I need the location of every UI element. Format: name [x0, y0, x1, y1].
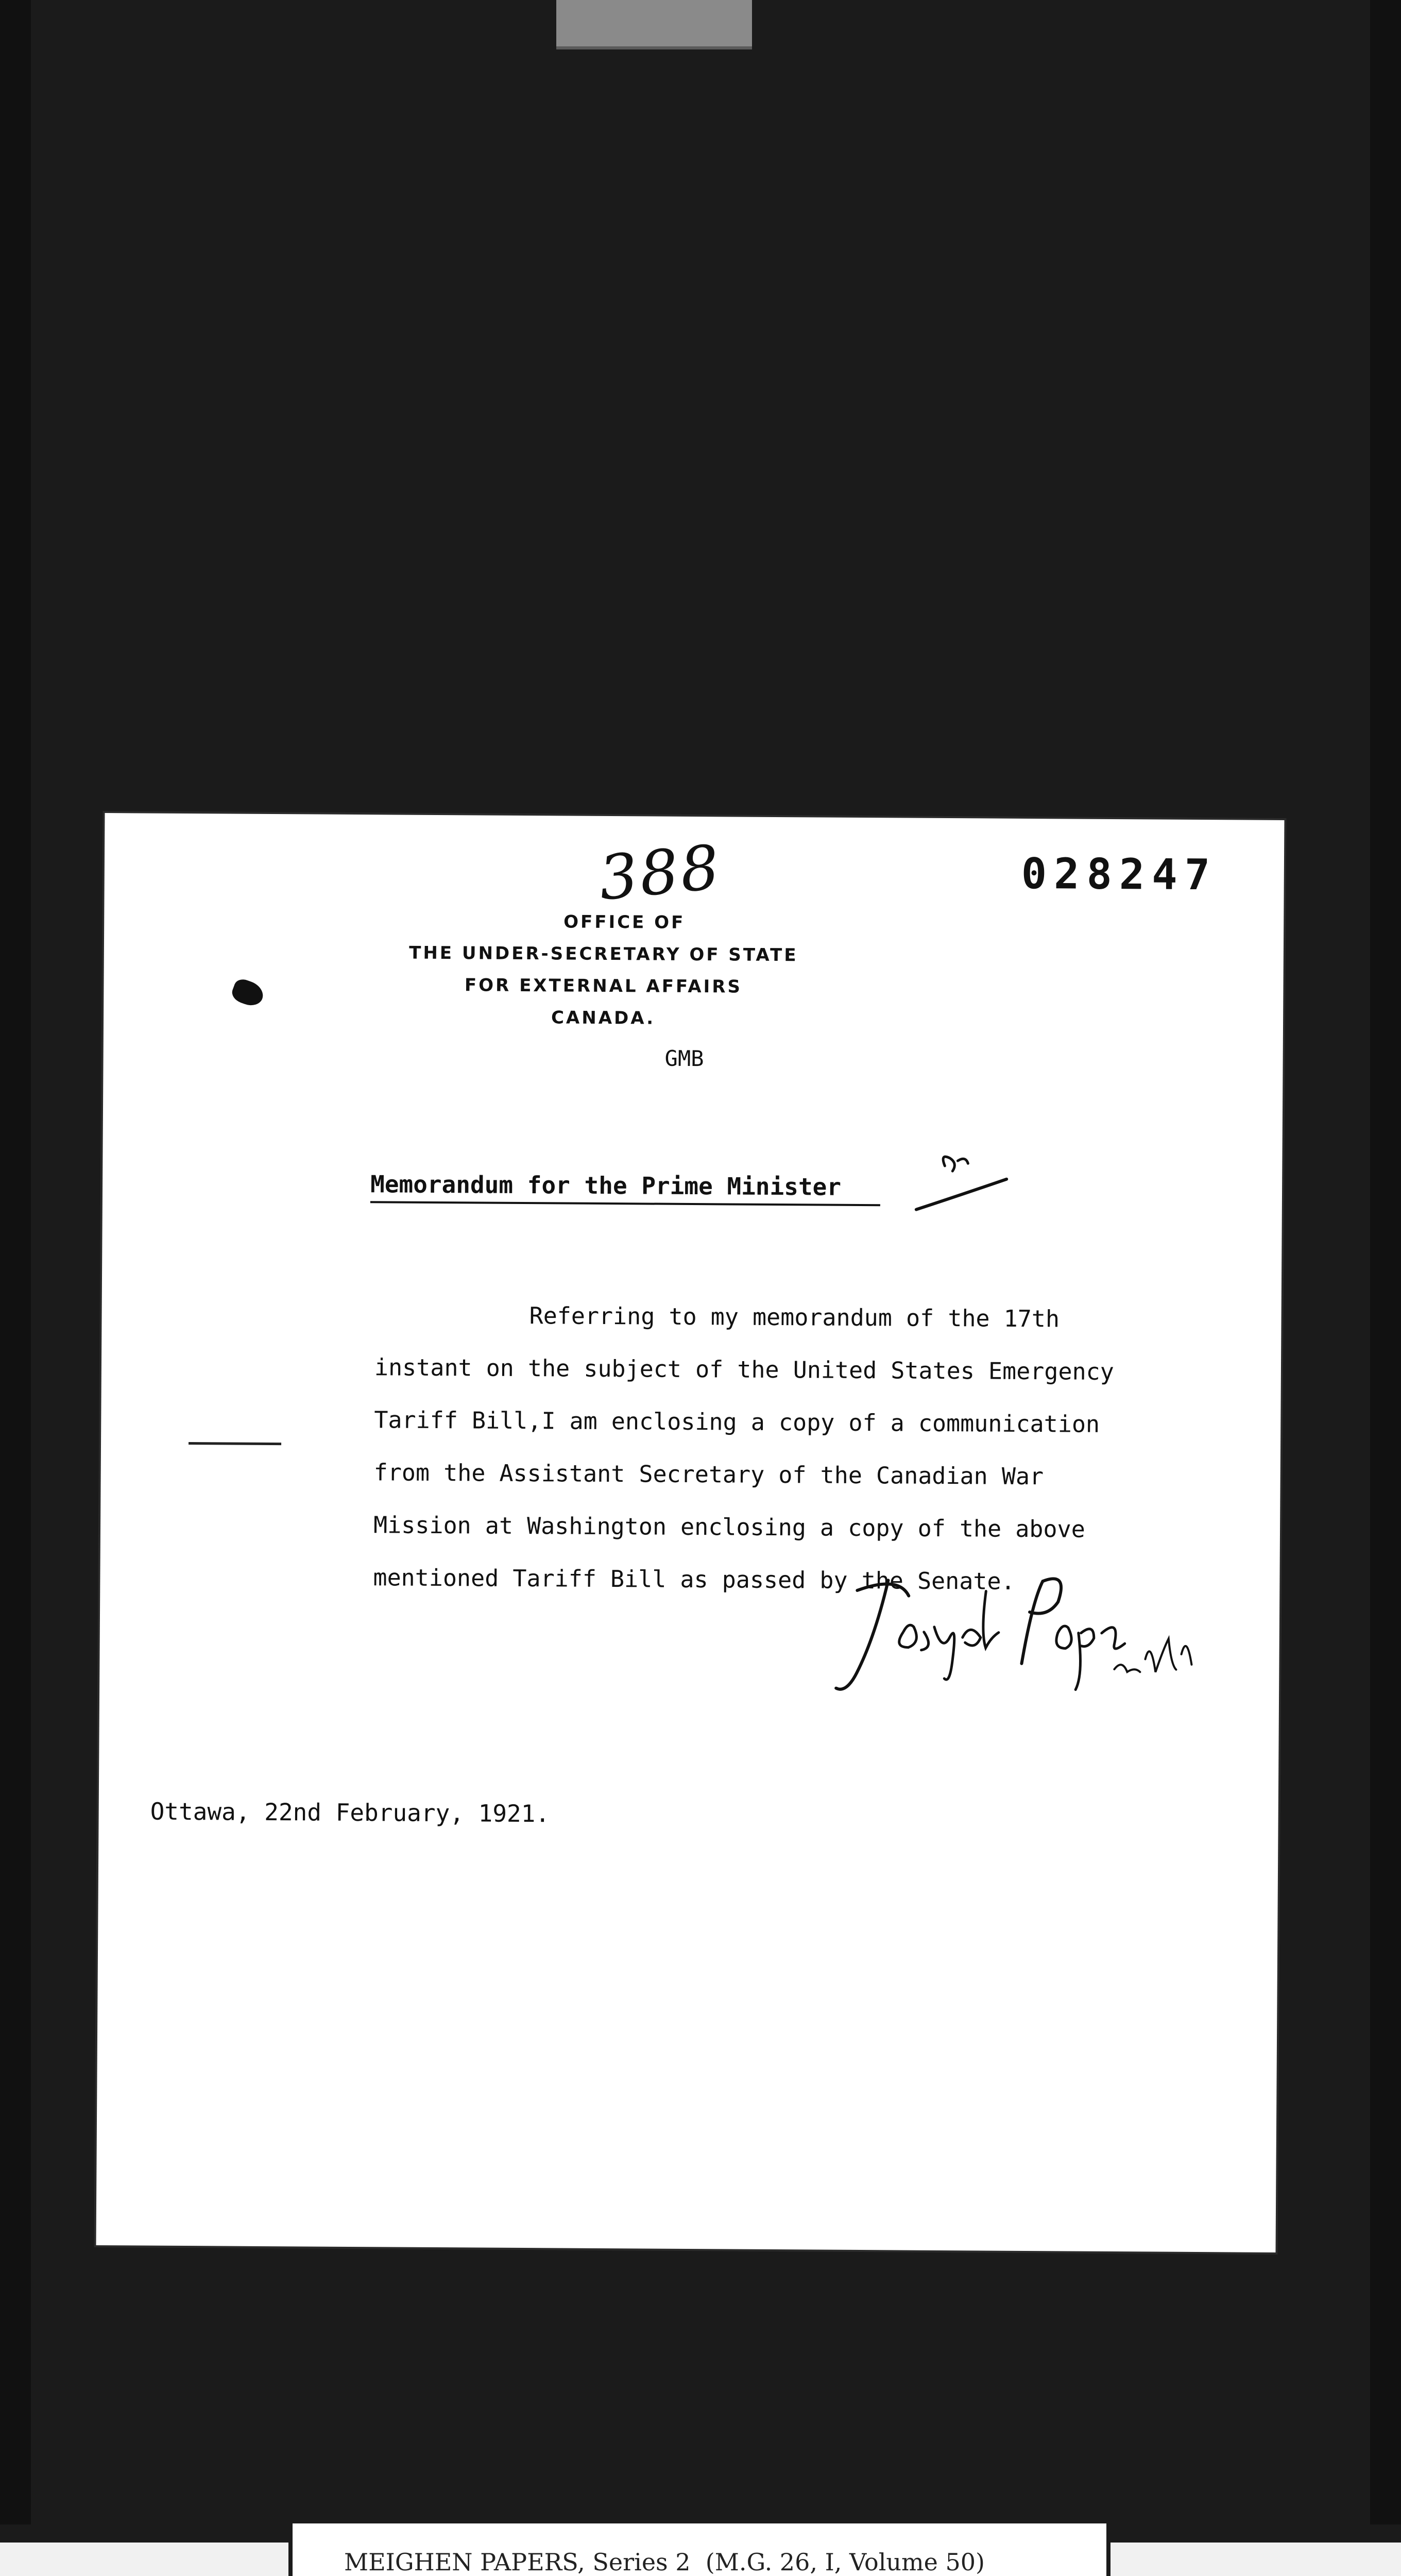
film-edge-right — [1370, 0, 1401, 2524]
memo-title-underline — [370, 1201, 880, 1206]
folio-number: 388 — [595, 831, 725, 914]
handwritten-tick-mark — [909, 1148, 1012, 1221]
archive-reference-strip — [288, 2519, 1110, 2576]
letterhead-line-4: CANADA. — [551, 1007, 656, 1029]
body-line: mentioned Tariff Bill as passed by the Senate. — [373, 1564, 1015, 1595]
memo-title: Memorandum for the Prime Minister — [370, 1170, 842, 1201]
place-and-date: Ottawa, 22nd February, 1921. — [150, 1797, 550, 1828]
document-sheet — [96, 813, 1285, 2252]
body-line: instant on the subject of the United States Emergency — [374, 1353, 1114, 1386]
letterhead-line-2: THE UNDER-SECRETARY OF STATE — [409, 942, 798, 966]
reference-initials: GMB — [664, 1045, 704, 1072]
letterhead-line-3: FOR EXTERNAL AFFAIRS — [464, 975, 743, 997]
margin-dash — [189, 1442, 281, 1445]
letterhead — [371, 905, 835, 1035]
body-line: Referring to my memorandum of the 17th — [529, 1302, 1060, 1333]
ink-blot — [229, 977, 266, 1009]
handwritten-signature — [826, 1560, 1198, 1716]
film-edge-left — [0, 0, 31, 2524]
letterhead-line-1: OFFICE OF — [563, 911, 686, 933]
film-top-tab — [556, 0, 752, 49]
body-line: Tariff Bill,I am enclosing a copy of a communication — [374, 1406, 1100, 1438]
document-number: 028247 — [1021, 849, 1218, 900]
body-line: Mission at Washington enclosing a copy of the above — [373, 1511, 1085, 1543]
archive-reference: MEIGHEN PAPERS, Series 2 (M.G. 26, I, Volume 50) — [344, 2548, 985, 2576]
body-line: from the Assistant Secretary of the Canadian War — [373, 1459, 1044, 1490]
